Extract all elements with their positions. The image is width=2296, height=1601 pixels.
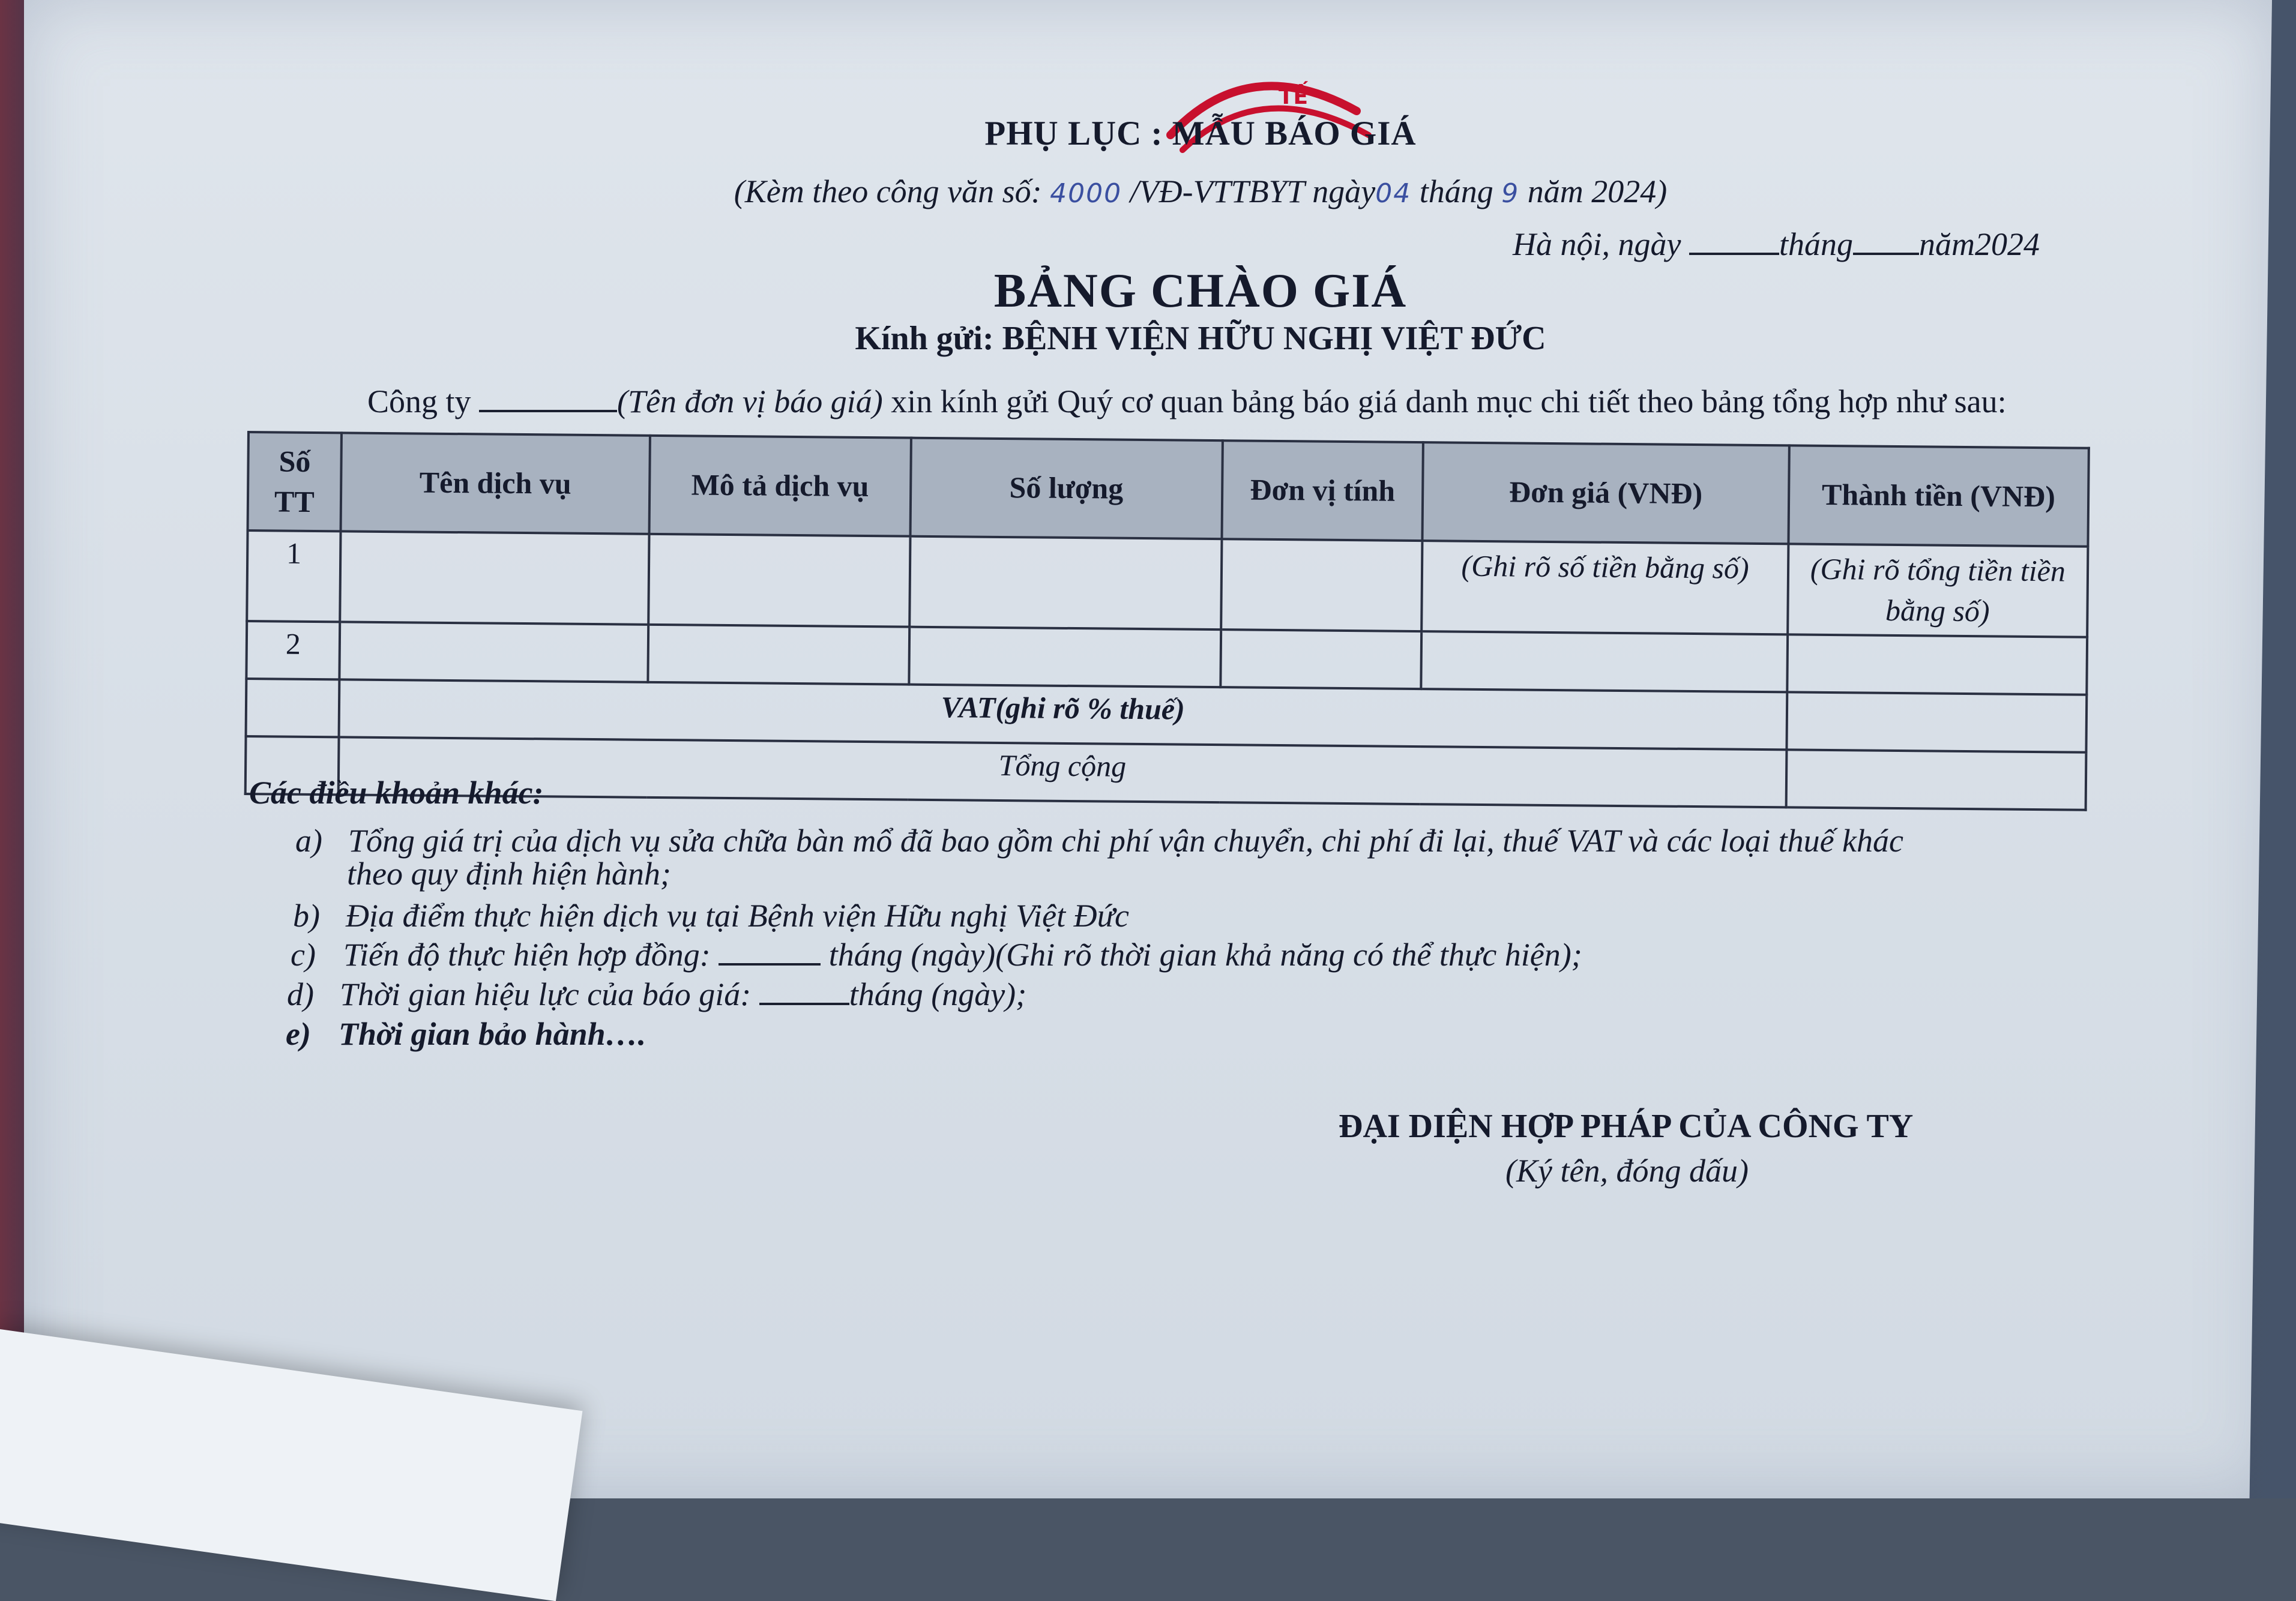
row-unit-price-note: (Ghi rõ số tiền bằng số) — [1422, 541, 1788, 634]
place-date-line: Hà nội, ngày tháng năm2024 — [1513, 226, 2040, 262]
term-item-a-continued: theo quy định hiện hành; — [347, 856, 671, 892]
term-item-c: c) Tiến độ thực hiện hợp đồng: tháng (ngày)(Ghi rõ thời gian khả năng có thể thực hiện); — [291, 937, 1582, 973]
stamp-text: TẾ — [1279, 85, 1309, 109]
signature-instruction: (Ký tên, đóng dấu) — [1505, 1153, 1749, 1189]
vat-amount-cell — [1786, 692, 2087, 752]
term-item-a: a) Tổng giá trị của dịch vụ sửa chữa bàn mổ đã bao gồm chi phí vận chuyển, chi phí đi lại, thuế VAT và các loại thuế khác — [295, 823, 1903, 859]
row-stt: 2 — [246, 621, 340, 679]
row-unit-price-cell — [1421, 631, 1788, 692]
total-label: Tổng cộng — [339, 737, 1786, 807]
price-quote-table — [244, 431, 2090, 811]
intro-paragraph: Công ty (Tên đơn vị báo giá) xin kính gửi Quý cơ quan bảng báo giá danh mục chi tiết theo bảng tổng hợp như sau: — [367, 383, 2007, 419]
legal-representative-label: ĐẠI DIỆN HỢP PHÁP CỦA CÔNG TY — [1339, 1108, 1914, 1145]
row-unit-cell — [1221, 539, 1423, 631]
header-service-description: Mô tả dịch vụ — [649, 436, 911, 536]
appendix-title: PHỤ LỤC : MẪU BÁO GIÁ — [984, 115, 1417, 152]
row-amount-cell — [1787, 634, 2087, 694]
term-item-b: b) Địa điểm thực hiện dịch vụ tại Bệnh viện Hữu nghị Việt Đức — [293, 898, 1130, 934]
row-stt: 1 — [247, 530, 340, 622]
document-title: BẢNG CHÀO GIÁ — [993, 265, 1408, 317]
row-quantity-cell — [909, 536, 1222, 630]
row-amount-note: (Ghi rõ tổng tiền tiền bằng số) — [1788, 544, 2088, 637]
vat-stt-cell — [246, 679, 340, 737]
row-description-cell — [648, 534, 910, 627]
vat-label: VAT(ghi rõ % thuế) — [339, 679, 1786, 749]
header-unit-price: Đơn giá (VNĐ) — [1423, 442, 1789, 544]
recipient-line: Kính gửi: BỆNH VIỆN HỮU NGHỊ VIỆT ĐỨC — [855, 320, 1546, 357]
header-amount: Thành tiền (VNĐ) — [1788, 445, 2089, 546]
header-unit: Đơn vị tính — [1222, 440, 1423, 541]
header-service-name: Tên dịch vụ — [340, 433, 650, 533]
row-description-cell — [648, 625, 909, 685]
attachment-reference: (Kèm theo công văn số: 4000 /VĐ-VTTBYT ngày04 tháng 9 năm 2024) — [734, 173, 1668, 209]
total-amount-cell — [1786, 749, 2086, 810]
handwritten-doc-number: 4000 — [1050, 178, 1122, 209]
handwritten-month: 9 — [1501, 178, 1520, 209]
table-row — [247, 530, 2088, 637]
table-header-row — [248, 432, 2089, 547]
handwritten-day: 04 — [1375, 178, 1412, 209]
header-stt: Số TT — [248, 432, 342, 531]
row-service-cell — [340, 531, 649, 624]
row-quantity-cell — [909, 627, 1221, 688]
terms-title: Các điều khoản khác: — [249, 775, 544, 811]
term-item-d: d) Thời gian hiệu lực của báo giá: tháng (ngày); — [287, 976, 1027, 1012]
row-service-cell — [339, 622, 648, 682]
header-quantity: Số lượng — [910, 438, 1223, 539]
row-unit-cell — [1220, 629, 1421, 689]
term-item-e: e) Thời gian bảo hành…. — [286, 1016, 646, 1052]
